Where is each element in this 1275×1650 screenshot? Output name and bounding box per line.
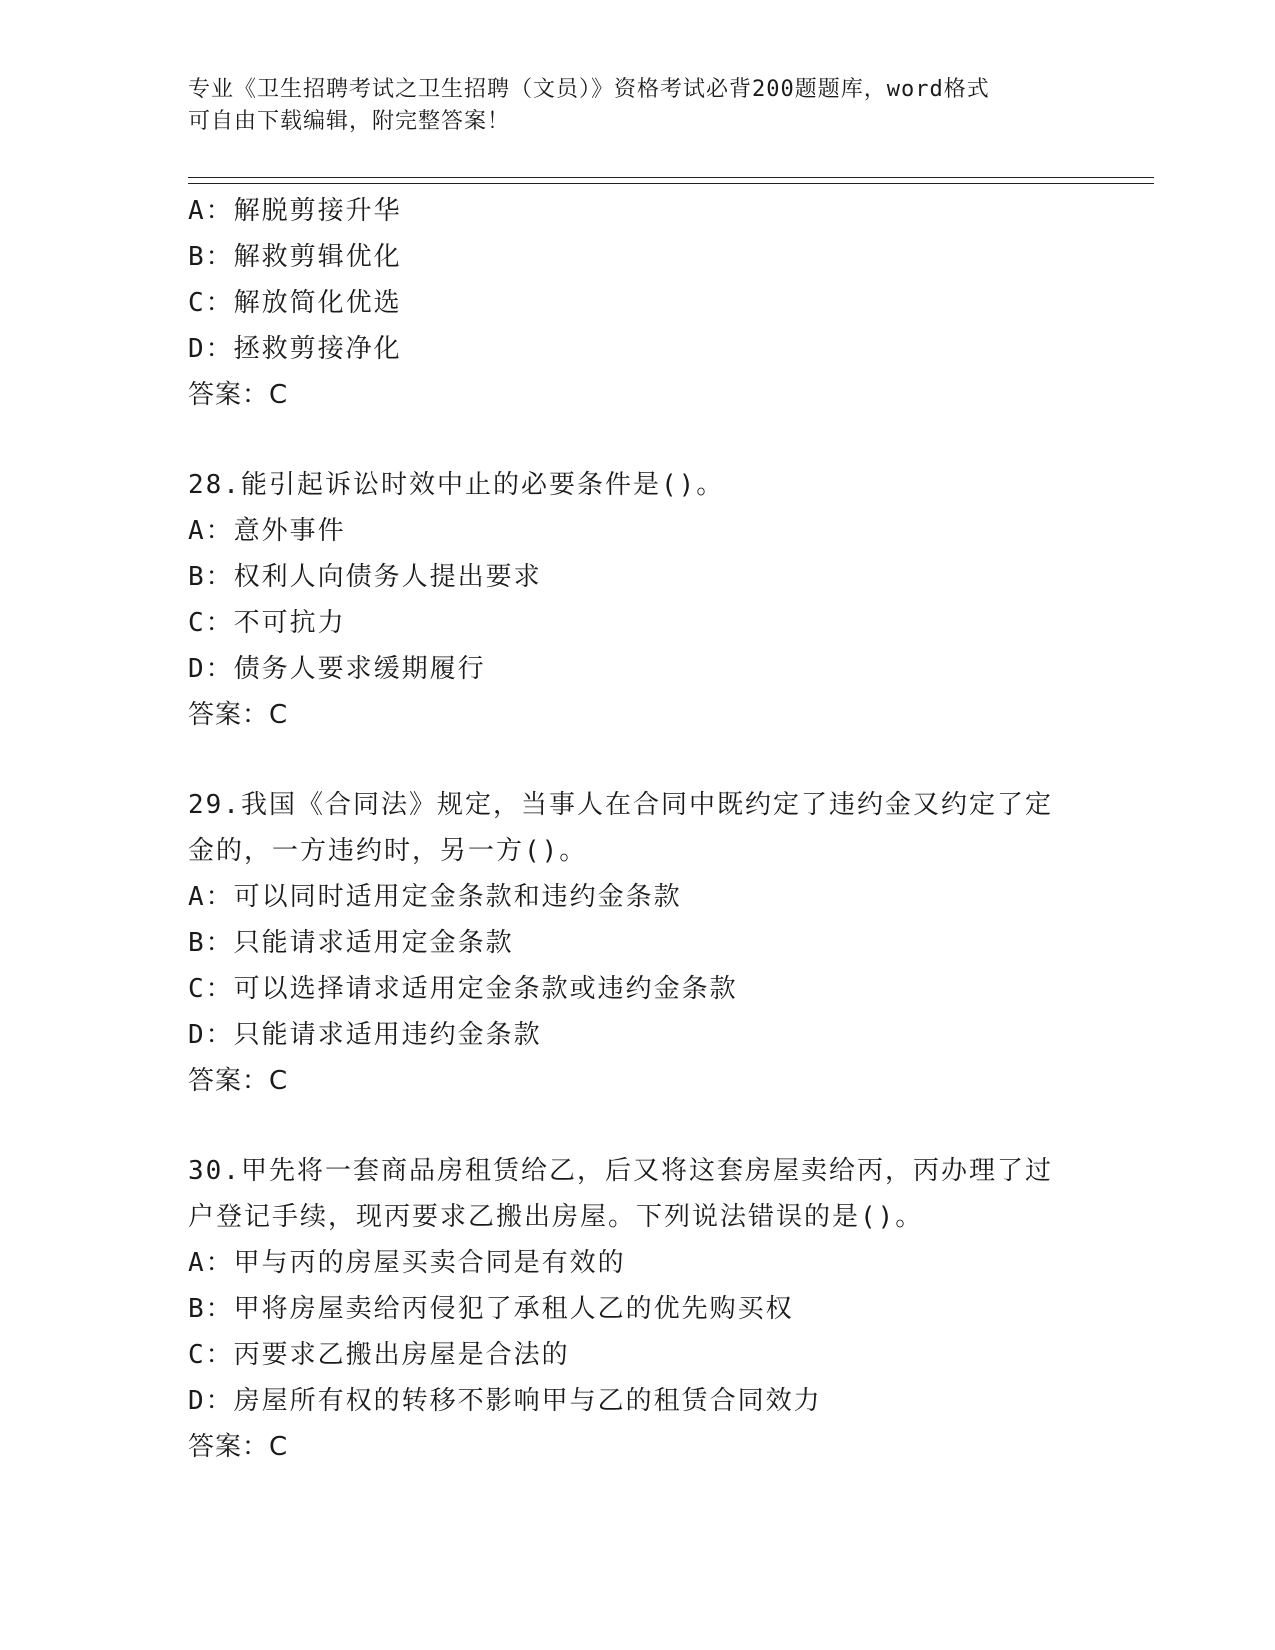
question-stem: 30.甲先将一套商品房租赁给乙，后又将这套房屋卖给丙，丙办理了过 (188, 1156, 1053, 1186)
header-line-1: 专业《卫生招聘考试之卫生招聘（文员）》资格考试必背200题题库，word格式 (188, 77, 990, 102)
question-27-tail (188, 188, 1088, 418)
option-b: B：只能请求适用定金条款 (188, 928, 514, 958)
question-28 (188, 462, 1088, 738)
option-c: C：可以选择请求适用定金条款或违约金条款 (188, 974, 738, 1004)
question-29 (188, 782, 1088, 1104)
answer: 答案：C (188, 700, 289, 730)
question-stem: 28.能引起诉讼时效中止的必要条件是()。 (188, 470, 725, 500)
option-a: A：可以同时适用定金条款和违约金条款 (188, 882, 682, 912)
option-d: D：债务人要求缓期履行 (188, 654, 486, 684)
option-c: C：解放简化优选 (188, 288, 402, 318)
option-a: A：甲与丙的房屋买卖合同是有效的 (188, 1248, 626, 1278)
answer: 答案：C (188, 1432, 289, 1462)
header-divider-top (188, 177, 1154, 178)
option-a: A：意外事件 (188, 516, 346, 546)
header-line-2: 可自由下载编辑，附完整答案！ (188, 109, 511, 134)
option-c: C：丙要求乙搬出房屋是合法的 (188, 1340, 570, 1370)
option-d: D：只能请求适用违约金条款 (188, 1020, 542, 1050)
question-stem-cont: 户登记手续，现丙要求乙搬出房屋。下列说法错误的是()。 (188, 1202, 924, 1232)
option-d: D：房屋所有权的转移不影响甲与乙的租赁合同效力 (188, 1386, 822, 1416)
question-list (188, 188, 1088, 1470)
header-divider-bottom (188, 183, 1154, 184)
page-header (188, 74, 1088, 138)
option-a: A：解脱剪接升华 (188, 196, 402, 226)
answer: 答案：C (188, 380, 289, 410)
option-b: B：权利人向债务人提出要求 (188, 562, 542, 592)
question-stem-cont: 金的，一方违约时，另一方()。 (188, 836, 588, 866)
option-d: D：拯救剪接净化 (188, 334, 402, 364)
question-stem: 29.我国《合同法》规定，当事人在合同中既约定了违约金又约定了定 (188, 790, 1053, 820)
option-b: B：甲将房屋卖给丙侵犯了承租人乙的优先购买权 (188, 1294, 794, 1324)
question-30 (188, 1148, 1088, 1470)
answer: 答案：C (188, 1066, 289, 1096)
option-b: B：解救剪辑优化 (188, 242, 402, 272)
option-c: C：不可抗力 (188, 608, 346, 638)
